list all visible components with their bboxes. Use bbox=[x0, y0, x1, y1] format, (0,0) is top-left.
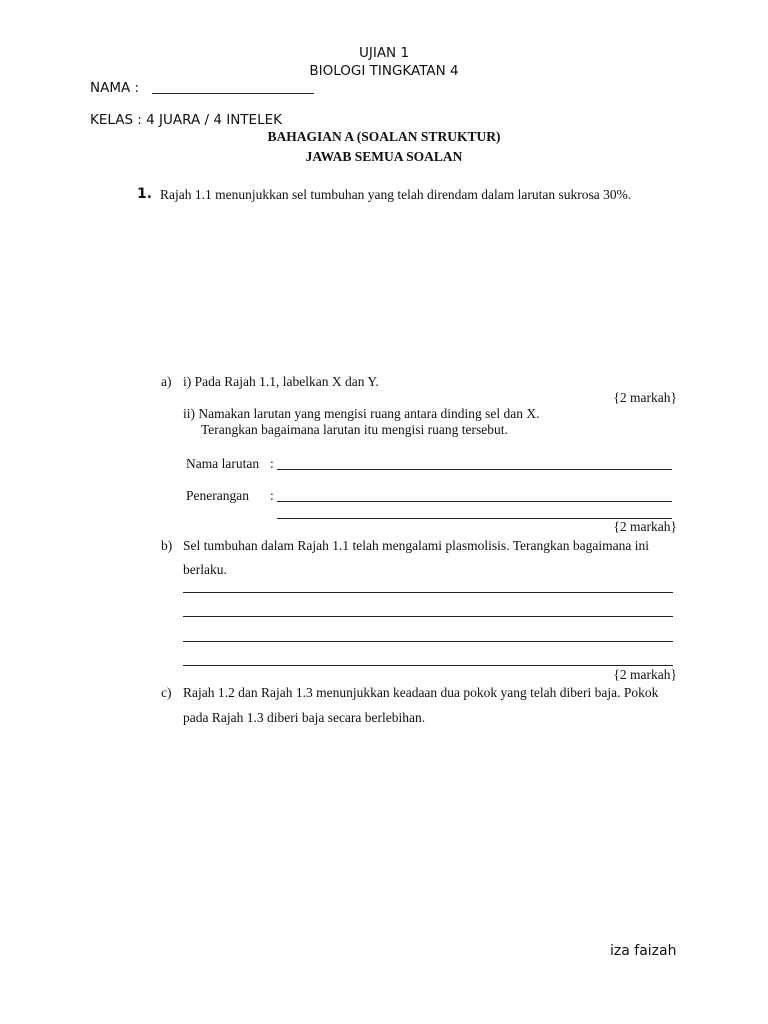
name-underline bbox=[152, 93, 314, 94]
part-a-sub-ii-line1: ii) Namakan larutan yang mengisi ruang antara dinding sel dan X. bbox=[183, 406, 540, 421]
exam-title: UJIAN 1 bbox=[358, 45, 410, 61]
footer-author: iza faizah bbox=[610, 943, 677, 959]
part-a-ii-marks: {2 markah} bbox=[613, 519, 677, 534]
part-b-answer-line-2[interactable] bbox=[183, 616, 673, 617]
part-b-label: b) bbox=[161, 538, 173, 553]
part-c-line1: Rajah 1.2 dan Rajah 1.3 menunjukkan keadaan dua pokok yang telah diberi baja. Pokok bbox=[183, 685, 659, 700]
section-instruction: JAWAB SEMUA SOALAN bbox=[305, 149, 463, 164]
part-a-sub-ii-line2: Terangkan bagaimana larutan itu mengisi ruang tersebut. bbox=[201, 422, 508, 437]
part-b-line2: berlaku. bbox=[183, 562, 227, 577]
field-name-answer-line[interactable] bbox=[277, 469, 672, 470]
part-c-line2: pada Rajah 1.3 diberi baja secara berlebihan. bbox=[183, 710, 426, 725]
class-line: KELAS : 4 JUARA / 4 INTELEK bbox=[90, 112, 282, 128]
part-a-i-marks: {2 markah} bbox=[613, 390, 677, 405]
question-text: Rajah 1.1 menunjukkan sel tumbuhan yang telah direndam dalam larutan sukrosa 30%. bbox=[160, 187, 632, 202]
part-b-answer-line-4[interactable] bbox=[183, 665, 673, 666]
question-number: 1. bbox=[137, 186, 153, 202]
subject-title: BIOLOGI TINGKATAN 4 bbox=[309, 63, 459, 79]
part-b-marks: {2 markah} bbox=[613, 667, 677, 682]
part-c-label: c) bbox=[161, 685, 172, 700]
field-expl-colon: : bbox=[270, 488, 274, 503]
name-label: NAMA : bbox=[90, 80, 140, 96]
part-a-sub-i: i) Pada Rajah 1.1, labelkan X dan Y. bbox=[183, 374, 379, 389]
part-a-label: a) bbox=[161, 374, 172, 389]
field-name-colon: : bbox=[270, 456, 274, 471]
field-name-label: Nama larutan bbox=[186, 456, 260, 471]
field-expl-answer-line-1[interactable] bbox=[277, 501, 672, 502]
part-b-line1: Sel tumbuhan dalam Rajah 1.1 telah mengalami plasmolisis. Terangkan bagaimana ini bbox=[183, 538, 649, 553]
part-b-answer-line-1[interactable] bbox=[183, 592, 673, 593]
section-title: BAHAGIAN A (SOALAN STRUKTUR) bbox=[267, 129, 501, 144]
part-b-answer-line-3[interactable] bbox=[183, 641, 673, 642]
field-expl-label: Penerangan bbox=[186, 488, 249, 503]
